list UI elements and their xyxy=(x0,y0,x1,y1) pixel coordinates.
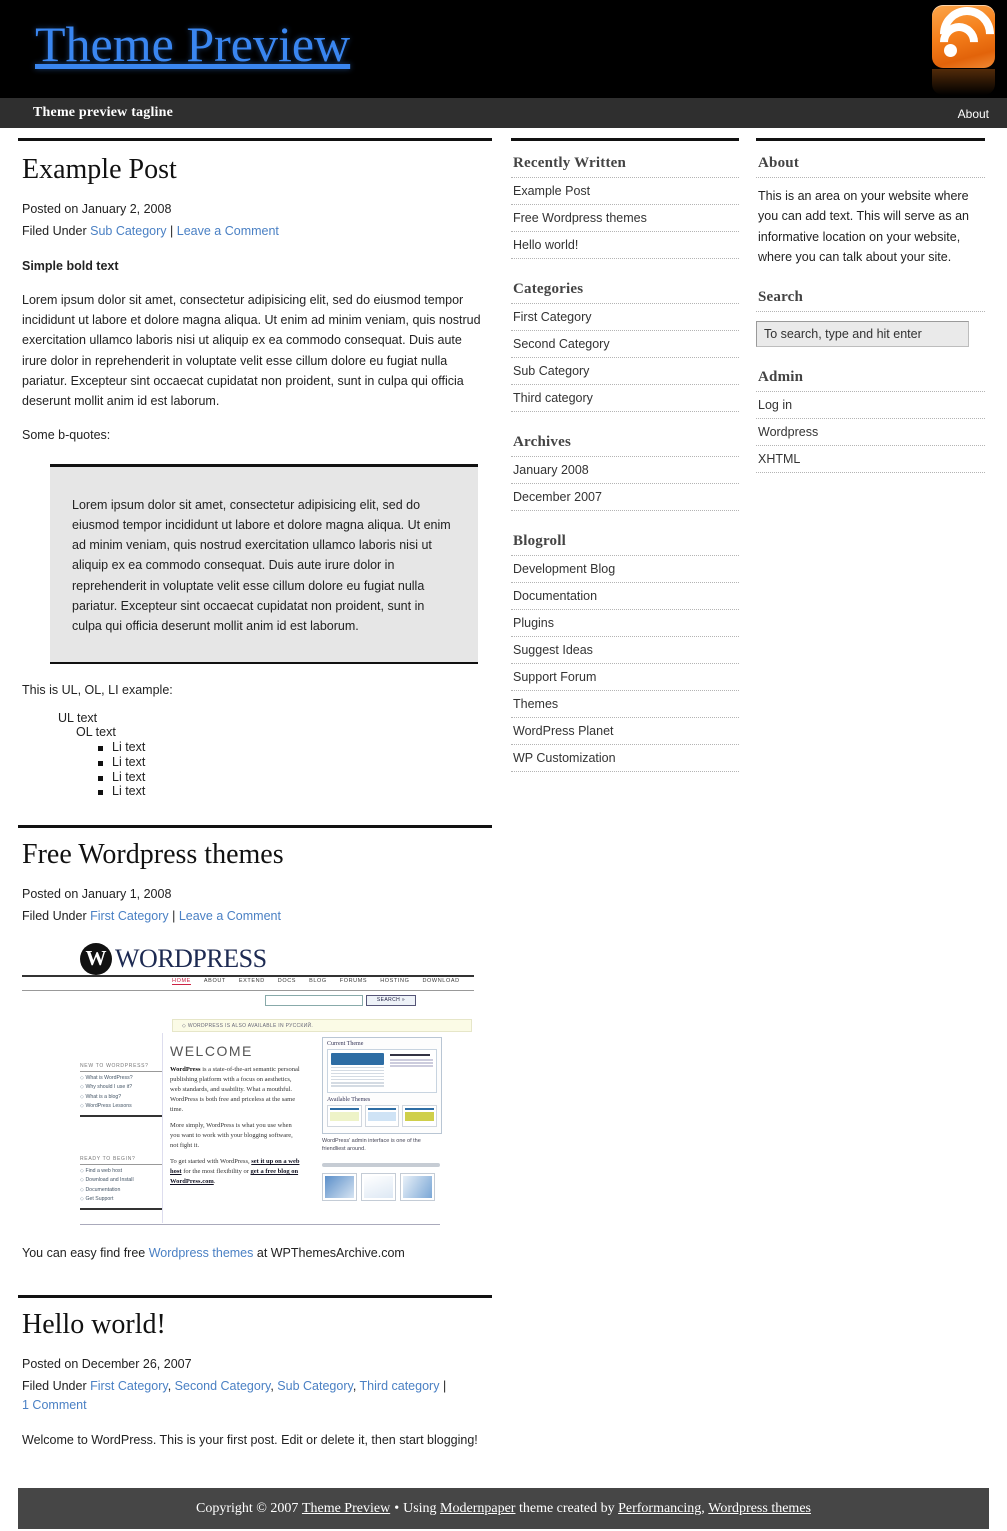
list-item-link[interactable]: Example Post xyxy=(513,184,591,198)
wp-mini-thumb xyxy=(400,1173,435,1201)
widget-title: Blogroll xyxy=(513,533,566,549)
post-paragraph: Lorem ipsum dolor sit amet, consectetur adipisicing elit, sed do eiusmod tempor incididunt ut labore et dolore magna aliqua. Ut enim ad minim veniam, quis nostrud exercitation ullamco laboris nisi ut aliquip ex ea commodo consequat. Duis aute irure dolor in reprehenderit in voluptate velit esse cillum dolore eu fugiat nulla pariatur. Excepteur sint occaecat cupidatat non proident, sunt in culpa qui officia deserunt mollit anim id est laborum. xyxy=(22,292,481,409)
widget-blogroll xyxy=(511,533,739,772)
search-input[interactable] xyxy=(756,321,969,347)
list-item-link[interactable]: Support Forum xyxy=(513,670,597,684)
widget-list xyxy=(511,177,739,259)
demo-inner-list xyxy=(98,740,488,799)
footer-using: Using xyxy=(403,1500,437,1516)
wp-theme-card xyxy=(365,1105,400,1127)
wp-search xyxy=(265,995,416,1006)
wp-rule-nav xyxy=(22,990,474,991)
list-item-link[interactable]: Second Category xyxy=(513,337,610,351)
closing-text-after: at WPThemesArchive.com xyxy=(253,1245,405,1260)
wp-para3-pre: To get started with WordPress, xyxy=(170,1158,252,1166)
post-date: Posted on December 26, 2007 xyxy=(22,1356,192,1371)
list-item-link[interactable]: Suggest Ideas xyxy=(513,643,593,657)
meta-separator: | xyxy=(172,909,176,924)
post-category-link[interactable]: Third category xyxy=(359,1379,440,1394)
post-body xyxy=(22,256,488,800)
wordpress-homepage-screenshot xyxy=(22,941,474,1231)
primary-nav xyxy=(958,106,989,121)
footer-theme-link[interactable]: Modernpaper xyxy=(440,1500,516,1516)
post-comments-link[interactable]: 1 Comment xyxy=(22,1398,87,1413)
list-item-link[interactable]: Free Wordpress themes xyxy=(513,211,647,225)
list-item[interactable] xyxy=(511,610,739,637)
footer-second-author-link[interactable]: Wordpress themes xyxy=(708,1500,811,1516)
wp-theme-preview xyxy=(327,1049,437,1093)
search-area xyxy=(756,311,985,347)
wp-side-list-ready xyxy=(80,1167,162,1211)
post-paragraph: Welcome to WordPress. This is your first post. Edit or delete it, then start blogging! xyxy=(22,1432,478,1447)
list-item[interactable] xyxy=(511,691,739,718)
wp-rule-top xyxy=(22,975,474,977)
sidebar-primary xyxy=(511,138,739,794)
post-title[interactable]: Free Wordpress themes xyxy=(22,839,284,871)
wp-mini-thumb xyxy=(322,1173,357,1201)
wp-logo xyxy=(80,943,267,975)
post-category-link[interactable]: Sub Category xyxy=(277,1379,353,1394)
nav-link-about[interactable]: About xyxy=(957,107,989,121)
meta-separator: | xyxy=(442,1379,447,1394)
wp-logo-text: WORDPRESS xyxy=(115,943,267,973)
post-bold-lead: Simple bold text xyxy=(22,258,119,273)
list-item-link[interactable]: XHTML xyxy=(758,452,801,466)
list-item-link[interactable]: Sub Category xyxy=(513,364,590,378)
list-item[interactable] xyxy=(511,178,739,205)
columns-layout xyxy=(18,128,989,1464)
list-item-link[interactable]: WP Customization xyxy=(513,751,616,765)
list-item[interactable] xyxy=(511,637,739,664)
list-item-link[interactable]: Hello world! xyxy=(513,238,579,252)
list-item[interactable] xyxy=(511,556,739,583)
wp-vertical-rule xyxy=(162,1033,163,1223)
wp-para1: is a state-of-the-art semantic personal publishing platform with a focus on aesthetics, web standards, and usability. What a mouthful. WordPress is both free and priceless at the same time. xyxy=(170,1065,300,1113)
post-hello-world xyxy=(18,1310,492,1450)
list-item: ◇ Why should I use it? xyxy=(80,1083,162,1093)
list-item[interactable] xyxy=(511,745,739,772)
wp-mini-thumbs xyxy=(322,1173,435,1201)
content-top-rule xyxy=(18,138,492,141)
wp-theme-preview-right xyxy=(387,1050,436,1092)
site-masthead xyxy=(0,0,1007,98)
wordpress-w-icon xyxy=(80,943,112,975)
list-item[interactable] xyxy=(511,457,739,484)
ol-item xyxy=(76,725,488,799)
list-item[interactable] xyxy=(511,385,739,412)
post-free-wordpress-themes xyxy=(18,840,492,1263)
list-item[interactable] xyxy=(511,718,739,745)
post-example-post xyxy=(18,155,492,799)
post-title[interactable]: Example Post xyxy=(22,154,177,185)
post-date: Posted on January 2, 2008 xyxy=(22,201,172,216)
widget-list xyxy=(511,303,739,412)
main-content-column xyxy=(18,138,492,1464)
list-item-link[interactable]: Log in xyxy=(758,398,793,412)
rss-icon[interactable] xyxy=(932,5,995,68)
filed-under-label: Filed Under xyxy=(22,224,87,239)
wp-nav-hosting: HOSTING xyxy=(380,977,410,984)
wp-available-themes-title: Available Themes xyxy=(327,1096,371,1103)
wp-para2: More simply, WordPress is what you use when you want to work with your blogging software, not fight it. xyxy=(170,1121,293,1150)
demo-ordered-list xyxy=(76,725,488,799)
post-taxonomy xyxy=(22,1377,452,1416)
widget-list xyxy=(511,555,739,772)
wp-para3-link2: get a free blog on WordPress.com xyxy=(170,1168,299,1186)
blockquote-text: Lorem ipsum dolor sit amet, consectetur adipisicing elit, sed do eiusmod tempor incididunt ut labore et dolore magna aliqua. Ut enim ad minim veniam, quis nostrud exercitation ullamco laboris nisi ut aliquip ex ea commodo consequat. Duis aute irure dolor in reprehenderit in voluptate velit esse cillum dolore eu fugiat nulla pariatur. Excepteur sint occaecat cupidatat non proident, sunt in culpa qui officia deserunt mollit anim id est laborum. xyxy=(72,497,451,634)
wp-para1-bold: WordPress xyxy=(170,1065,201,1073)
wp-nav-extend: EXTEND xyxy=(238,977,265,984)
footer-author-link[interactable]: Performancing xyxy=(618,1500,702,1516)
list-item[interactable] xyxy=(511,232,739,259)
post-comments-link[interactable]: Leave a Comment xyxy=(176,224,279,239)
footer-site-link[interactable]: Theme Preview xyxy=(301,1500,391,1516)
wp-body-text xyxy=(170,1065,302,1188)
widget-title: About xyxy=(758,155,800,171)
post-body xyxy=(22,1243,488,1263)
filed-under-label: Filed Under xyxy=(22,909,87,924)
ul-item-label: UL text xyxy=(58,710,98,725)
meta-separator: | xyxy=(170,224,174,239)
list-item[interactable] xyxy=(756,446,985,473)
list-item: ◇ Get Support xyxy=(80,1195,162,1205)
post-category-link[interactable]: Sub Category xyxy=(90,224,167,239)
wp-theme-preview-lines xyxy=(331,1067,384,1087)
list-item-link[interactable]: December 2007 xyxy=(513,490,602,504)
wp-language-notice: ◇ WORDPRESS IS ALSO AVAILABLE IN РУССКИЙ. xyxy=(172,1019,472,1032)
widget-title: Admin xyxy=(758,369,804,385)
demo-unordered-list xyxy=(58,711,488,800)
list-item: ◇ What is a blog? xyxy=(80,1093,162,1103)
list-item[interactable] xyxy=(511,331,739,358)
post-taxonomy xyxy=(22,222,492,241)
list-intro: This is UL, OL, LI example: xyxy=(22,683,173,698)
list-item: ◇ Find a web host xyxy=(80,1167,162,1177)
list-item: Li text xyxy=(98,740,488,755)
wp-theme-card xyxy=(327,1105,362,1127)
wp-bottom-rule xyxy=(80,1224,440,1225)
wp-side-head-ready: READY TO BEGIN? xyxy=(80,1156,162,1165)
wp-theme-card xyxy=(402,1105,437,1127)
wp-mini-thumb xyxy=(361,1173,396,1201)
rss-icon-reflection xyxy=(932,69,995,95)
post-blockquote xyxy=(50,464,478,665)
wp-welcome-heading: WELCOME xyxy=(170,1042,253,1059)
wp-search-input xyxy=(265,995,363,1006)
list-item-link[interactable]: Plugins xyxy=(513,616,554,630)
wp-divider xyxy=(322,1163,440,1167)
site-tagline: Theme preview tagline xyxy=(33,105,174,120)
comma: , xyxy=(352,1379,357,1394)
wp-side-list-new xyxy=(80,1074,162,1118)
wp-side-head-new: NEW TO WORDPRESS? xyxy=(80,1063,162,1072)
post-separator xyxy=(18,1295,492,1298)
wp-theme-panel xyxy=(322,1037,442,1134)
list-item-link[interactable]: Development Blog xyxy=(513,562,616,576)
widget-search xyxy=(756,289,985,347)
list-item[interactable] xyxy=(756,419,985,446)
wp-nav-home: HOME xyxy=(172,977,191,984)
post-date: Posted on January 1, 2008 xyxy=(22,886,172,901)
list-item: Li text xyxy=(98,755,488,770)
list-item[interactable] xyxy=(511,205,739,232)
rss-feed-link[interactable] xyxy=(932,5,995,97)
list-item[interactable] xyxy=(511,304,739,331)
list-item: Li text xyxy=(98,784,488,799)
rss-icon-arc-outer xyxy=(929,0,1005,72)
wp-theme-preview-header xyxy=(331,1053,384,1065)
wp-para3-link1: set it up on a web host xyxy=(170,1158,300,1176)
widget-list xyxy=(511,456,739,511)
widget-list xyxy=(756,391,985,473)
wp-nav-download: DOWNLOAD xyxy=(422,977,460,984)
wp-search-button: SEARCH » xyxy=(366,995,416,1006)
widget-about xyxy=(756,155,985,267)
list-item-link[interactable]: Third category xyxy=(513,391,593,405)
widget-archives xyxy=(511,434,739,511)
about-text: This is an area on your website where you can add text. This will serve as an informative location on your website, where you can talk about your site. xyxy=(756,177,985,267)
widget-admin xyxy=(756,369,985,473)
footer-bullet: • xyxy=(394,1500,400,1516)
post-body xyxy=(22,1430,488,1450)
list-item-link[interactable]: Themes xyxy=(513,697,559,711)
list-item[interactable] xyxy=(511,583,739,610)
wp-available-themes-row xyxy=(327,1105,437,1127)
list-item: Li text xyxy=(98,770,488,785)
page-wrap xyxy=(0,128,1007,1464)
list-item: ◇ What is WordPress? xyxy=(80,1074,162,1084)
wordpress-themes-link[interactable]: Wordpress themes xyxy=(148,1245,254,1260)
list-item[interactable] xyxy=(511,484,739,511)
widget-title: Archives xyxy=(513,434,571,450)
post-taxonomy xyxy=(22,907,492,926)
list-item: ◇ Documentation xyxy=(80,1186,162,1196)
widget-categories xyxy=(511,281,739,412)
wp-nav-forums: FORUMS xyxy=(339,977,368,984)
site-footer xyxy=(18,1488,989,1529)
list-item[interactable] xyxy=(756,392,985,419)
wp-nav xyxy=(172,978,460,985)
wp-para3-mid: for the most flexibility or xyxy=(181,1168,251,1176)
wp-theme-preview-left xyxy=(328,1050,387,1092)
sidebar-top-rule xyxy=(511,138,739,141)
blockquote-intro: Some b-quotes: xyxy=(22,428,111,443)
post-title[interactable]: Hello world! xyxy=(22,1308,166,1340)
list-item: ◇ WordPress Lessons xyxy=(80,1102,162,1112)
list-item[interactable] xyxy=(511,664,739,691)
footer-copyright: Copyright © 2007 xyxy=(196,1500,299,1516)
list-item[interactable] xyxy=(511,358,739,385)
list-item-link[interactable]: WordPress Planet xyxy=(513,724,614,738)
widget-recently-written xyxy=(511,155,739,259)
ol-item-label: OL text xyxy=(76,725,116,740)
wp-nav-docs: DOCS xyxy=(277,977,297,984)
widget-title: Recently Written xyxy=(513,155,627,171)
closing-text-before: You can easy find free xyxy=(22,1245,149,1260)
wp-nav-about: ABOUT xyxy=(203,977,226,984)
list-item-link[interactable]: Documentation xyxy=(513,589,598,603)
ul-item xyxy=(58,711,488,800)
tagline-bar xyxy=(0,98,1007,128)
wp-para3-end: . xyxy=(213,1178,216,1186)
sidebar-secondary xyxy=(756,138,985,495)
post-comments-link[interactable]: Leave a Comment xyxy=(178,909,281,924)
post-separator xyxy=(18,825,492,828)
wp-theme-panel-title: Current Theme xyxy=(327,1040,364,1047)
site-title[interactable]: Theme Preview xyxy=(35,16,351,72)
footer-created-by: theme created by xyxy=(518,1500,615,1516)
post-closing-line xyxy=(22,1243,488,1263)
list-item-link[interactable]: January 2008 xyxy=(513,463,589,477)
comma: , xyxy=(167,1379,172,1394)
post-category-link[interactable]: First Category xyxy=(90,1379,168,1394)
list-item-link[interactable]: First Category xyxy=(513,310,592,324)
wp-screenshot-caption: WordPress' admin interface is one of the friendliest around. xyxy=(322,1137,421,1153)
post-category-link[interactable]: Second Category xyxy=(174,1379,271,1394)
list-item: ◇ Download and Install xyxy=(80,1176,162,1186)
post-category-link[interactable]: First Category xyxy=(90,909,169,924)
wp-nav-blog: BLOG xyxy=(309,977,327,984)
list-item-link[interactable]: Wordpress xyxy=(758,425,819,439)
footer-comma: , xyxy=(701,1500,705,1516)
comma: , xyxy=(270,1379,274,1394)
nav-item-about[interactable] xyxy=(958,106,989,121)
widget-title: Categories xyxy=(513,281,584,297)
sidebar-top-rule xyxy=(756,138,985,141)
filed-under-label: Filed Under xyxy=(22,1379,87,1394)
widget-title: Search xyxy=(758,289,804,305)
